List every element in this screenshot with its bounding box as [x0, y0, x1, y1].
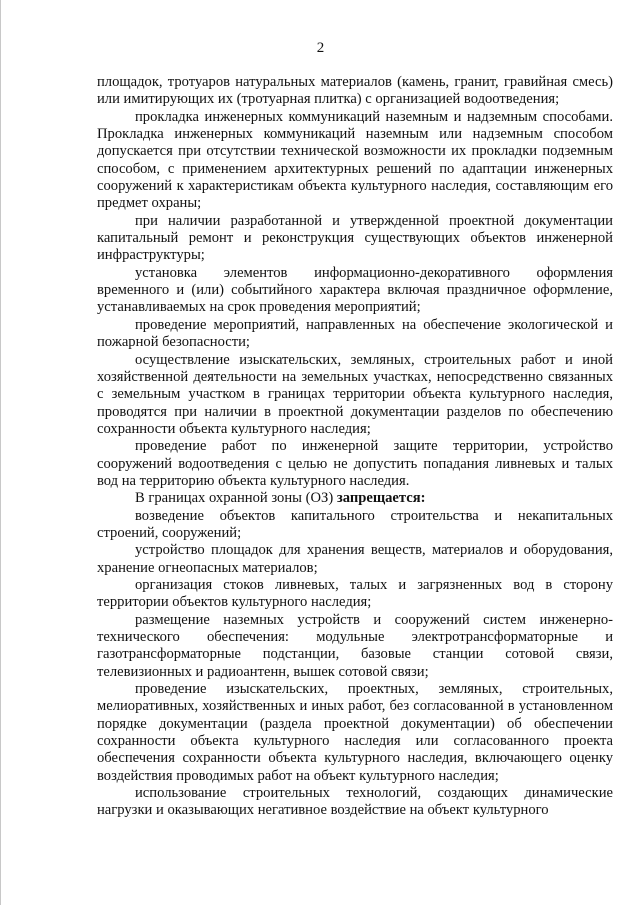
paragraph-infrastructure-repair: при наличии разработанной и утвержденной проектной документации капитальный ремонт и реконструкция существующих объектов инженерной инфраструктуры;: [97, 212, 613, 264]
paragraph-engineering-protection: проведение работ по инженерной защите территории, устройство сооружений водоотведения с целью не допустить попадания ливневых и талых вод на территорию объекта культурного наследия.: [97, 438, 613, 489]
section-heading-emphasis: запрещается:: [336, 490, 426, 507]
prohibited-item-technologies: использование строительных технологий, создающих динамические нагрузки и оказывающих негативное воздействие на объект культурного: [97, 785, 613, 819]
prohibited-item-storage: устройство площадок для хранения веществ, материалов и оборудования, хранение огнеопасных материалов;: [97, 542, 613, 576]
paragraph-safety-measures: проведение мероприятий, направленных на обеспечение экологической и пожарной безопасности;: [97, 316, 613, 351]
prohibited-item-construction: возведение объектов капитального строительства и некапитальных строений, сооружений;: [97, 507, 613, 541]
section-heading: [97, 490, 613, 507]
paragraph-survey-works: осуществление изыскательских, земляных, строительных работ и иной хозяйственной деятельности на земельных участках, непосредственно связанных с земельным участком в границах территории объекта культурного наследия, проводятся при наличии в проектной документации разделов по обеспечению сохранности объекта культурного наследия;: [97, 351, 613, 437]
prohibited-item-drainage: организация стоков ливневых, талых и загрязненных вод в сторону территории объектов культурного наследия;: [97, 576, 613, 611]
prohibited-item-ground-devices: размещение наземных устройств и сооружений систем инженерно-технического обеспечения: модульные электротрансформаторные и газотрансформаторные подстанции, базовые станции сотовой связи, телевизионных и радиоантенн, вышек сотовой связи;: [97, 611, 613, 680]
paragraph-decorative-elements: установка элементов информационно-декоративного оформления временного и (или) событийного характера включая праздничное оформление, устанавливаемых на срок проведения мероприятий;: [97, 264, 613, 316]
page-number: 2: [316, 40, 325, 56]
paragraph-engineering-communications: прокладка инженерных коммуникаций наземным и надземным способами. Прокладка инженерных коммуникаций наземным или надземным способом допускается при отсутствии технической возможности их прокладки подземным способом, с применением архитектурных решений по адаптации инженерных сооружений к характеристикам объекта культурного наследия, составляющим его предмет охраны;: [97, 108, 613, 212]
section-heading-prefix: В границах охранной зоны (ОЗ): [135, 490, 337, 507]
document-body: [97, 74, 613, 820]
paragraph-continuation: площадок, тротуаров натуральных материалов (камень, гранит, гравийная смесь) или имитирующих их (тротуарная плитка) с организацией водоотведения;: [97, 74, 613, 108]
prohibited-item-works: проведение изыскательских, проектных, земляных, строительных, мелиоративных, хозяйственных и иных работ, без согласованной в установленном порядке документации (раздела проектной документации) об обеспечении сохранности объекта культурного наследия или согласованного проекта обеспечения сохранности объекта культурного наследия, включающего оценку воздействия проводимых работ на объект культурного наследия;: [97, 681, 613, 784]
